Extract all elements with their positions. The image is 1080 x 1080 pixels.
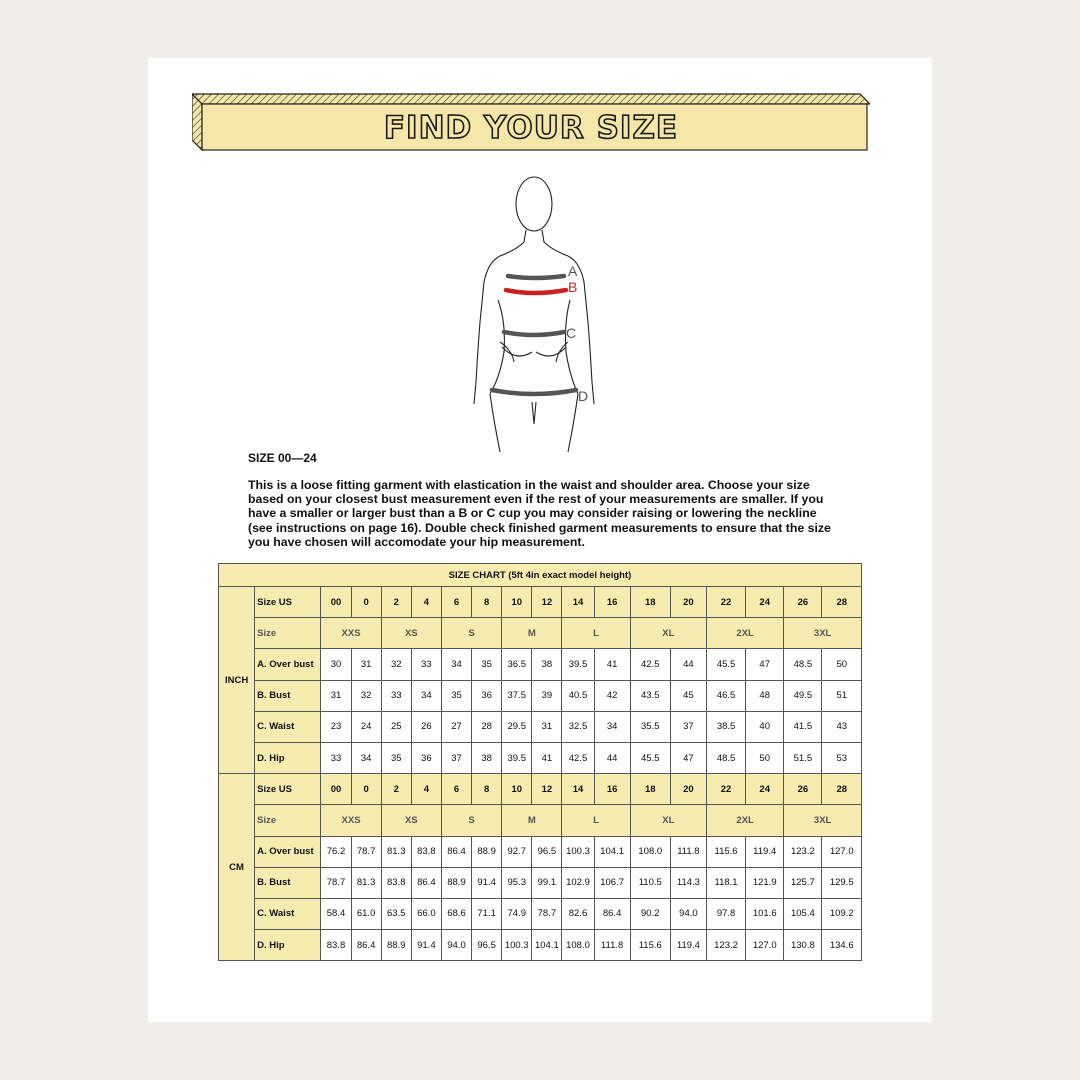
measurement-cell: 51	[822, 680, 862, 711]
measurement-cell: 32	[381, 649, 411, 680]
measurement-cell: 82.6	[562, 898, 594, 929]
measurement-cell: 45	[670, 680, 706, 711]
measurement-cell: 49.5	[784, 680, 822, 711]
size-letter-cell: XL	[630, 618, 706, 649]
measurement-cell: 38.5	[706, 711, 745, 742]
measurement-cell: 27	[441, 711, 471, 742]
measurement-figure	[472, 172, 612, 457]
measurement-cell: 111.8	[670, 836, 706, 867]
unit-label: CM	[219, 774, 255, 961]
measurement-cell: 125.7	[784, 867, 822, 898]
measurement-cell: 86.4	[411, 867, 441, 898]
measurement-cell: 48.5	[784, 649, 822, 680]
measurement-cell: 127.0	[822, 836, 862, 867]
measurement-cell: 24	[351, 711, 381, 742]
measurement-cell: 35.5	[630, 711, 670, 742]
size-letter-cell: XS	[381, 618, 441, 649]
measurement-cell: 34	[351, 742, 381, 773]
size-letter-cell: 2XL	[706, 805, 783, 836]
size-us-cell: 26	[784, 587, 822, 618]
size-us-cell: 0	[351, 587, 381, 618]
size-letter-row	[219, 805, 862, 836]
measurement-cell: 45.5	[706, 649, 745, 680]
measurement-cell: 130.8	[784, 930, 822, 961]
measurement-cell: 123.2	[706, 930, 745, 961]
measurement-label: D. Hip	[255, 930, 321, 961]
measurement-cell: 71.1	[472, 898, 502, 929]
measurement-cell: 106.7	[594, 867, 630, 898]
measurement-cell: 115.6	[630, 930, 670, 961]
measurement-cell: 44	[594, 742, 630, 773]
size-us-cell: 26	[784, 774, 822, 805]
measurement-cell: 53	[822, 742, 862, 773]
measurement-cell: 123.2	[784, 836, 822, 867]
measurement-row	[219, 930, 862, 961]
measurement-cell: 88.9	[381, 930, 411, 961]
measurement-cell: 44	[670, 649, 706, 680]
measurement-cell: 48.5	[706, 742, 745, 773]
size-us-cell: 00	[321, 587, 351, 618]
measurement-cell: 78.7	[321, 867, 351, 898]
measurement-cell: 74.9	[502, 898, 532, 929]
measurement-cell: 50	[822, 649, 862, 680]
size-letter-cell: M	[502, 618, 562, 649]
measurement-row	[219, 867, 862, 898]
measurement-row	[219, 898, 862, 929]
measurement-cell: 47	[746, 649, 784, 680]
measurement-cell: 111.8	[594, 930, 630, 961]
measurement-cell: 46.5	[706, 680, 745, 711]
measurement-cell: 108.0	[562, 930, 594, 961]
size-us-cell: 14	[562, 587, 594, 618]
measurement-cell: 96.5	[532, 836, 562, 867]
size-us-cell: 10	[502, 587, 532, 618]
measurement-cell: 42.5	[562, 742, 594, 773]
size-us-cell: 14	[562, 774, 594, 805]
measurement-cell: 41	[532, 742, 562, 773]
size-us-cell: 8	[472, 774, 502, 805]
measurement-cell: 88.9	[472, 836, 502, 867]
size-letter-cell: XL	[630, 805, 706, 836]
size-letter-cell: S	[441, 805, 501, 836]
size-label: Size	[255, 618, 321, 649]
measurement-cell: 31	[321, 680, 351, 711]
measurement-cell: 29.5	[502, 711, 532, 742]
measurement-cell: 97.8	[706, 898, 745, 929]
measurement-cell: 83.8	[411, 836, 441, 867]
measurement-cell: 35	[472, 649, 502, 680]
size-us-cell: 18	[630, 774, 670, 805]
measurement-cell: 34	[411, 680, 441, 711]
measurement-cell: 36	[472, 680, 502, 711]
measurement-row	[219, 711, 862, 742]
size-letter-cell: S	[441, 618, 501, 649]
size-us-cell: 28	[822, 774, 862, 805]
measurement-cell: 26	[411, 711, 441, 742]
measurement-cell: 36	[411, 742, 441, 773]
size-us-cell: 2	[381, 774, 411, 805]
measurement-cell: 40	[746, 711, 784, 742]
intro-paragraph: This is a loose fitting garment with elastication in the waist and shoulder area. Choose your size based on your closest bust measurement even if the rest of your measurements are smaller. If you have a smaller or larger bust than a B or C cup you may consider raising or lowering the neckline (see instructions on page 16). Double check finished garment measurements to ensure that the size you have chosen will accomodate your hip measurement.	[248, 478, 831, 549]
size-letter-cell: M	[502, 805, 562, 836]
size-range: SIZE 00—24	[248, 451, 317, 465]
measurement-cell: 127.0	[746, 930, 784, 961]
measurement-cell: 86.4	[351, 930, 381, 961]
measurement-cell: 39.5	[502, 742, 532, 773]
measurement-cell: 121.9	[746, 867, 784, 898]
measurement-cell: 108.0	[630, 836, 670, 867]
measurement-row	[219, 742, 862, 773]
measurement-cell: 83.8	[381, 867, 411, 898]
measurement-cell: 78.7	[351, 836, 381, 867]
measurement-cell: 99.1	[532, 867, 562, 898]
measurement-cell: 40.5	[562, 680, 594, 711]
size-letter-cell: L	[562, 618, 630, 649]
measurement-cell: 96.5	[472, 930, 502, 961]
measurement-cell: 129.5	[822, 867, 862, 898]
measurement-cell: 43	[822, 711, 862, 742]
measurement-cell: 58.4	[321, 898, 351, 929]
measurement-cell: 32	[351, 680, 381, 711]
measurement-cell: 36.5	[502, 649, 532, 680]
measurement-cell: 35	[441, 680, 471, 711]
measurement-cell: 90.2	[630, 898, 670, 929]
page-title: FIND YOUR SIZE	[383, 110, 679, 146]
measurement-cell: 94.0	[441, 930, 471, 961]
measurement-cell: 34	[441, 649, 471, 680]
size-letter-cell: XXS	[321, 618, 381, 649]
measurement-cell: 76.2	[321, 836, 351, 867]
measurement-cell: 101.6	[746, 898, 784, 929]
measurement-cell: 37	[441, 742, 471, 773]
measurement-cell: 86.4	[594, 898, 630, 929]
measurement-cell: 109.2	[822, 898, 862, 929]
size-us-cell: 4	[411, 774, 441, 805]
size-letter-cell: L	[562, 805, 630, 836]
pattern-page	[148, 58, 932, 1022]
measurement-cell: 92.7	[502, 836, 532, 867]
measurement-cell: 43.5	[630, 680, 670, 711]
measurement-cell: 100.3	[562, 836, 594, 867]
size-us-cell: 24	[746, 587, 784, 618]
measurement-row	[219, 680, 862, 711]
measurement-cell: 41.5	[784, 711, 822, 742]
measurement-cell: 68.6	[441, 898, 471, 929]
size-us-cell: 6	[441, 587, 471, 618]
measurement-cell: 37	[670, 711, 706, 742]
size-us-cell: 12	[532, 774, 562, 805]
size-us-cell: 22	[706, 587, 745, 618]
measurement-cell: 33	[381, 680, 411, 711]
measurement-cell: 30	[321, 649, 351, 680]
measurement-cell: 91.4	[472, 867, 502, 898]
measurement-cell: 25	[381, 711, 411, 742]
measurement-cell: 83.8	[321, 930, 351, 961]
label-c: C	[566, 325, 577, 341]
measurement-label: C. Waist	[255, 898, 321, 929]
measurement-label: B. Bust	[255, 867, 321, 898]
measurement-cell: 33	[321, 742, 351, 773]
measurement-label: A. Over bust	[255, 836, 321, 867]
size-letter-row	[219, 618, 862, 649]
measurement-cell: 23	[321, 711, 351, 742]
measurement-cell: 34	[594, 711, 630, 742]
size-us-cell: 10	[502, 774, 532, 805]
measurement-cell: 32.5	[562, 711, 594, 742]
chart-caption: SIZE CHART (5ft 4in exact model height)	[219, 564, 862, 587]
measurement-cell: 81.3	[381, 836, 411, 867]
measurement-cell: 28	[472, 711, 502, 742]
measurement-cell: 47	[670, 742, 706, 773]
measurement-cell: 119.4	[746, 836, 784, 867]
measurement-cell: 86.4	[441, 836, 471, 867]
measurement-cell: 39.5	[562, 649, 594, 680]
measurement-cell: 110.5	[630, 867, 670, 898]
measurement-cell: 42	[594, 680, 630, 711]
size-us-cell: 12	[532, 587, 562, 618]
size-letter-cell: 3XL	[784, 618, 862, 649]
measurement-cell: 104.1	[532, 930, 562, 961]
size-us-cell: 16	[594, 587, 630, 618]
measurement-cell: 61.0	[351, 898, 381, 929]
measurement-cell: 31	[351, 649, 381, 680]
measurement-cell: 102.9	[562, 867, 594, 898]
measurement-cell: 39	[532, 680, 562, 711]
size-us-cell: 6	[441, 774, 471, 805]
measurement-cell: 100.3	[502, 930, 532, 961]
size-us-cell: 20	[670, 587, 706, 618]
size-us-cell: 8	[472, 587, 502, 618]
measurement-cell: 45.5	[630, 742, 670, 773]
measurement-cell: 105.4	[784, 898, 822, 929]
measurement-cell: 48	[746, 680, 784, 711]
measurement-cell: 63.5	[381, 898, 411, 929]
label-b: B	[568, 279, 578, 295]
size-letter-cell: 3XL	[784, 805, 862, 836]
measurement-cell: 33	[411, 649, 441, 680]
measurement-label: B. Bust	[255, 680, 321, 711]
measurement-cell: 88.9	[441, 867, 471, 898]
measurement-cell: 78.7	[532, 898, 562, 929]
size-us-row	[219, 774, 862, 805]
size-us-cell: 20	[670, 774, 706, 805]
size-us-cell: 18	[630, 587, 670, 618]
measurement-cell: 51.5	[784, 742, 822, 773]
size-label: Size	[255, 805, 321, 836]
label-a: A	[568, 263, 578, 279]
measurement-cell: 95.3	[502, 867, 532, 898]
measurement-cell: 41	[594, 649, 630, 680]
measurement-cell: 118.1	[706, 867, 745, 898]
size-letter-cell: XXS	[321, 805, 381, 836]
size-letter-cell: XS	[381, 805, 441, 836]
measurement-cell: 50	[746, 742, 784, 773]
size-us-cell: 22	[706, 774, 745, 805]
measurement-cell: 81.3	[351, 867, 381, 898]
measurement-label: D. Hip	[255, 742, 321, 773]
measurement-cell: 94.0	[670, 898, 706, 929]
size-us-cell: 28	[822, 587, 862, 618]
size-us-cell: 16	[594, 774, 630, 805]
chart-caption-row	[219, 564, 862, 587]
measurement-row	[219, 836, 862, 867]
unit-label: INCH	[219, 587, 255, 774]
size-us-label: Size US	[255, 587, 321, 618]
measurement-cell: 115.6	[706, 836, 745, 867]
measurement-cell: 119.4	[670, 930, 706, 961]
measurement-cell: 31	[532, 711, 562, 742]
measurement-cell: 91.4	[411, 930, 441, 961]
size-us-cell: 00	[321, 774, 351, 805]
size-us-label: Size US	[255, 774, 321, 805]
measurement-cell: 38	[532, 649, 562, 680]
measurement-cell: 38	[472, 742, 502, 773]
size-letter-cell: 2XL	[706, 618, 783, 649]
measurement-cell: 134.6	[822, 930, 862, 961]
measurement-label: C. Waist	[255, 711, 321, 742]
title-banner	[192, 92, 870, 152]
size-us-row	[219, 587, 862, 618]
measurement-cell: 104.1	[594, 836, 630, 867]
measurement-cell: 35	[381, 742, 411, 773]
measurement-cell: 66.0	[411, 898, 441, 929]
label-d: D	[578, 388, 589, 404]
measurement-label: A. Over bust	[255, 649, 321, 680]
size-us-cell: 4	[411, 587, 441, 618]
measurement-cell: 37.5	[502, 680, 532, 711]
measurement-cell: 114.3	[670, 867, 706, 898]
size-us-cell: 0	[351, 774, 381, 805]
measurement-row	[219, 649, 862, 680]
size-us-cell: 24	[746, 774, 784, 805]
measurement-cell: 42.5	[630, 649, 670, 680]
size-chart	[218, 563, 862, 961]
size-us-cell: 2	[381, 587, 411, 618]
